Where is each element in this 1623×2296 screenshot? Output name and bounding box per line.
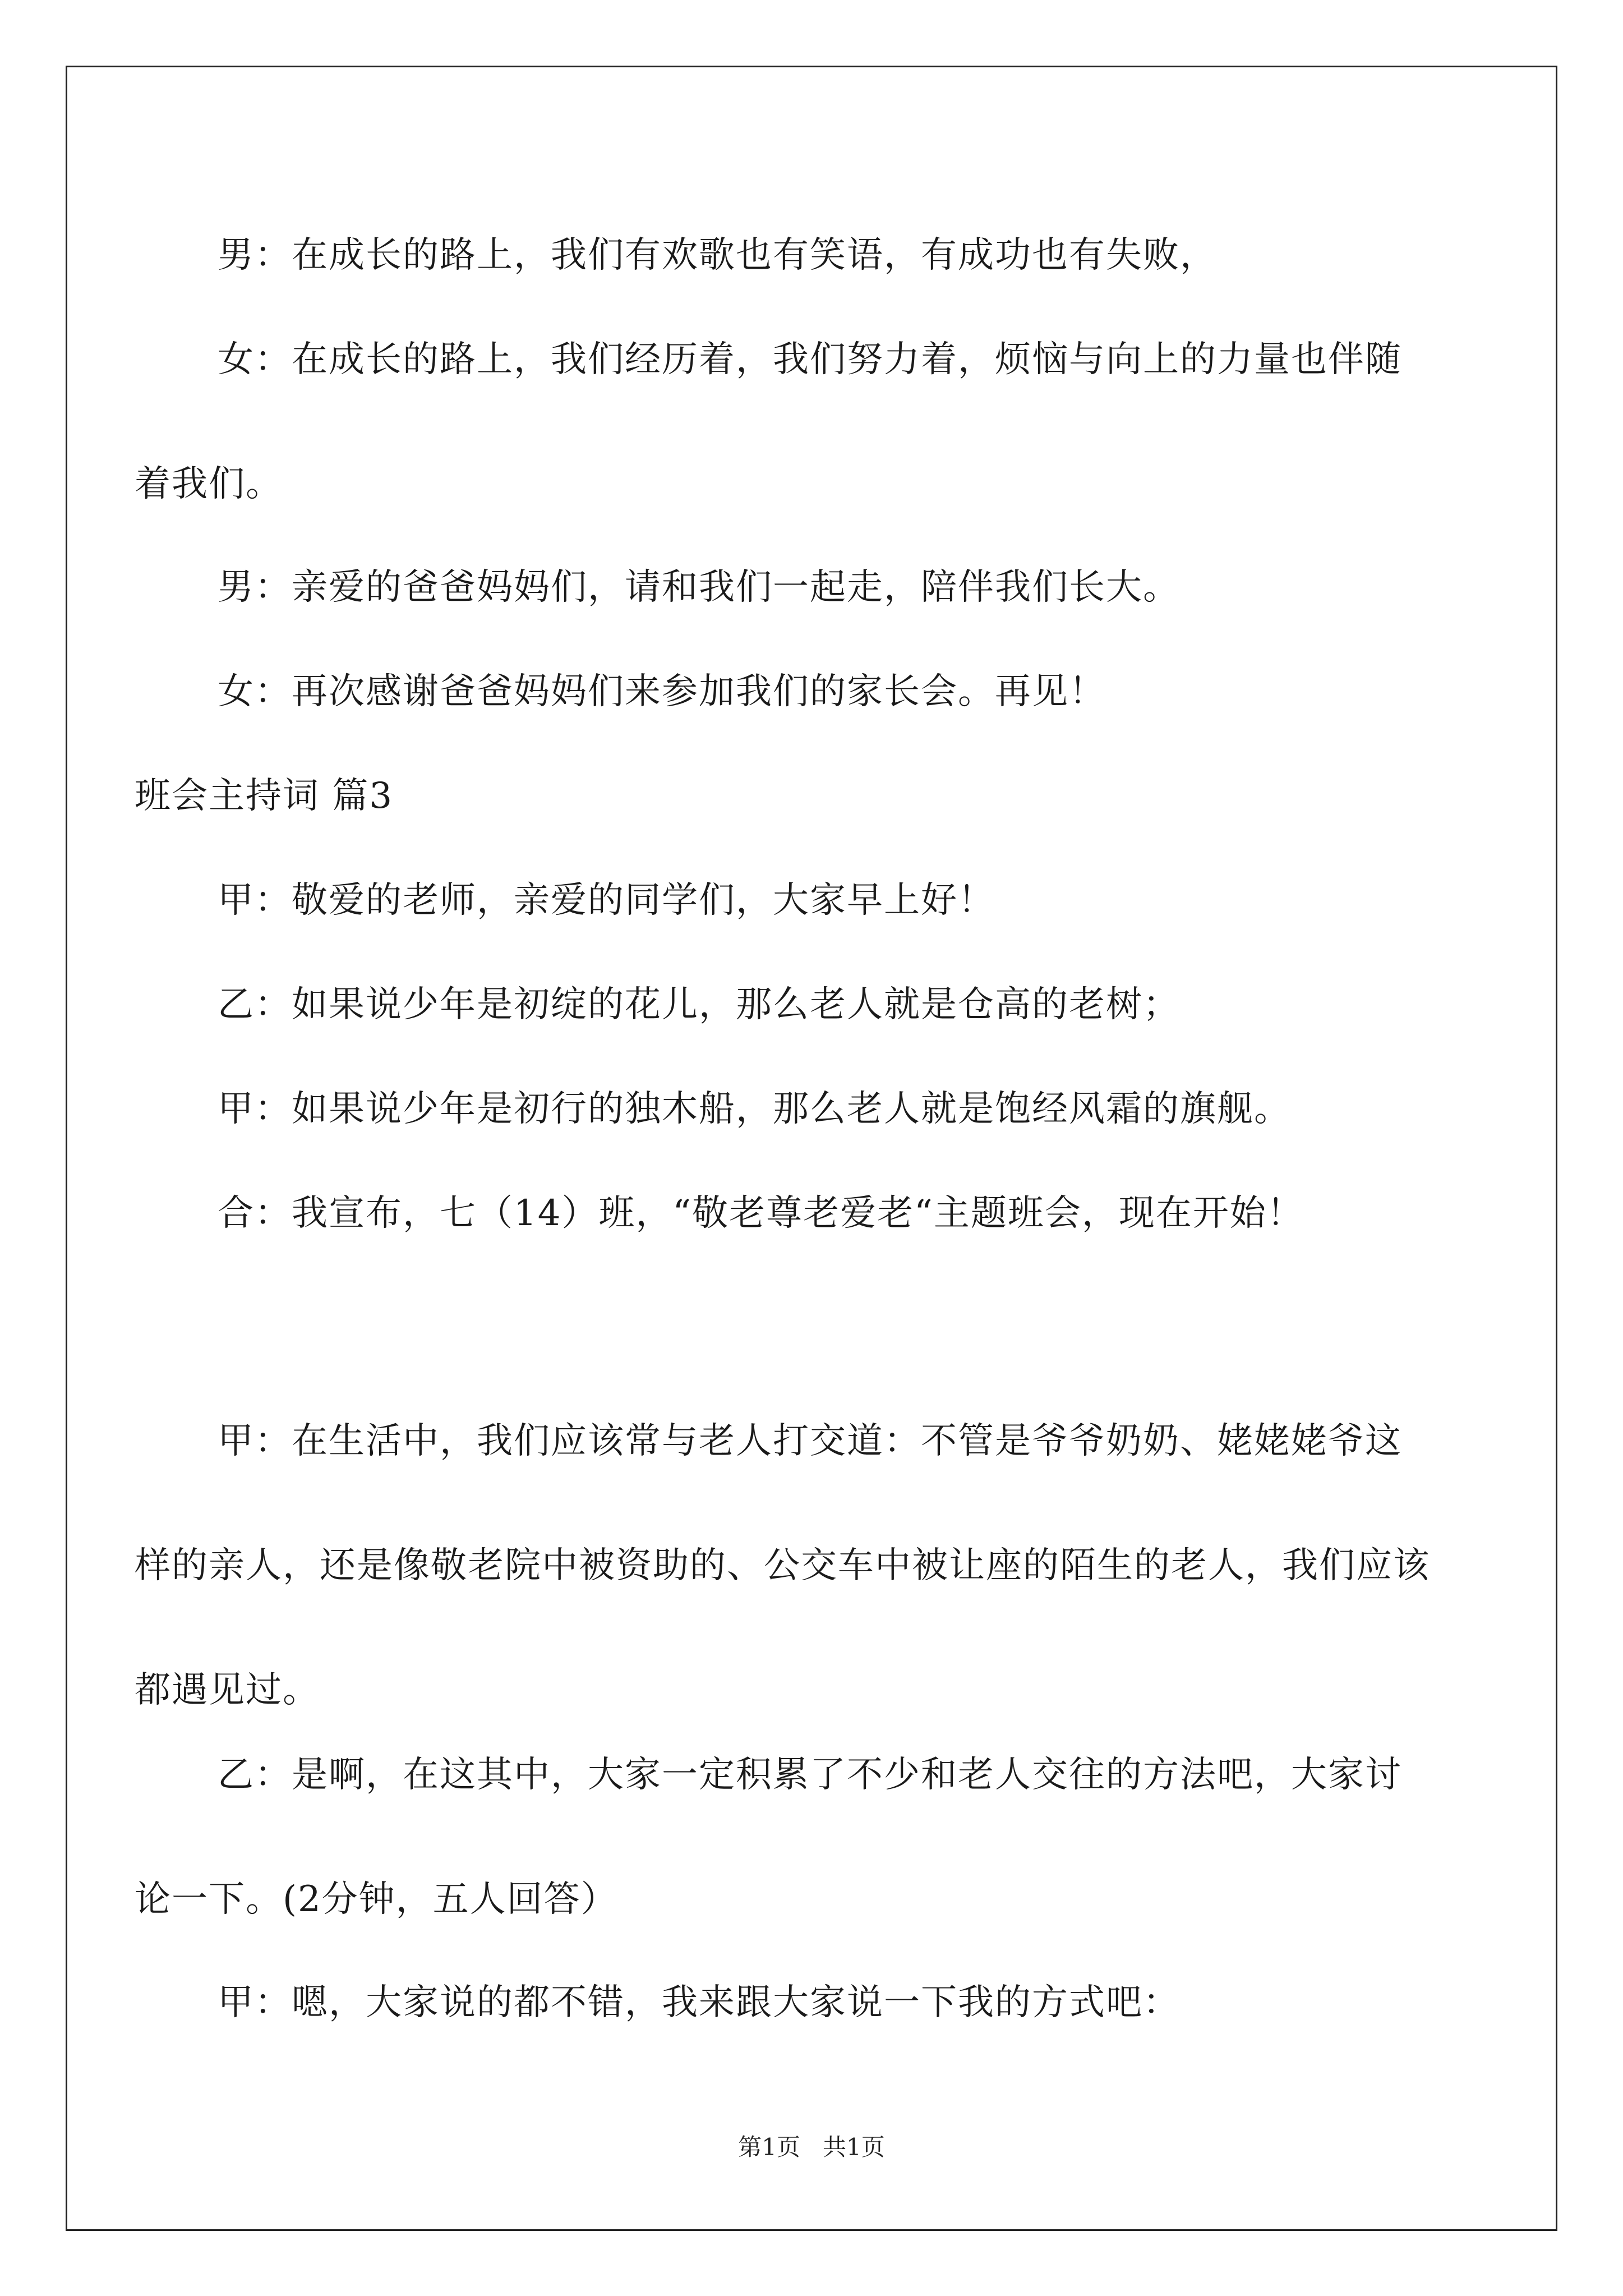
- paragraph: 甲：嗯，大家说的都不错，我来跟大家说一下我的方式吧：: [218, 1982, 1180, 2023]
- section-heading: 班会主持词 篇3: [135, 775, 394, 817]
- paragraph: 男：在成长的路上，我们有欢歌也有笑语，有成功也有失败，: [218, 234, 1217, 276]
- paragraph: 男：亲爱的爸爸妈妈们，请和我们一起走，陪伴我们长大。: [218, 567, 1180, 608]
- paragraph: 女：在成长的路上，我们经历着，我们努力着，烦恼与向上的力量也伴随着我们。: [135, 339, 1402, 505]
- paragraph: 乙：如果说少年是初绽的花儿，那么老人就是仓高的老树；: [218, 984, 1180, 1025]
- paragraph: 合：我宣布，七（14）班，“敬老尊老爱老“主题班会，现在开始！: [218, 1193, 1304, 1234]
- page-footer: 第1页 共1页: [738, 2133, 885, 2161]
- paragraph: 甲：在生活中，我们应该常与老人打交道：不管是爷爷奶奶、姥姥姥爷这样的亲人，还是像敬老院中被资助的、公交车中被让座的陌生的老人，我们应该都遇见过。: [135, 1420, 1430, 1711]
- paragraph: 乙：是啊，在这其中，大家一定积累了不少和老人交往的方法吧，大家讨论一下。(2分钟，五人回答）: [135, 1754, 1402, 1920]
- paragraph: 女：再次感谢爸爸妈妈们来参加我们的家长会。再见！: [218, 671, 1106, 712]
- paragraph: 甲：敬爱的老师，亲爱的同学们，大家早上好！: [218, 880, 995, 921]
- paragraph: 甲：如果说少年是初行的独木船，那么老人就是饱经风霜的旗舰。: [218, 1088, 1291, 1130]
